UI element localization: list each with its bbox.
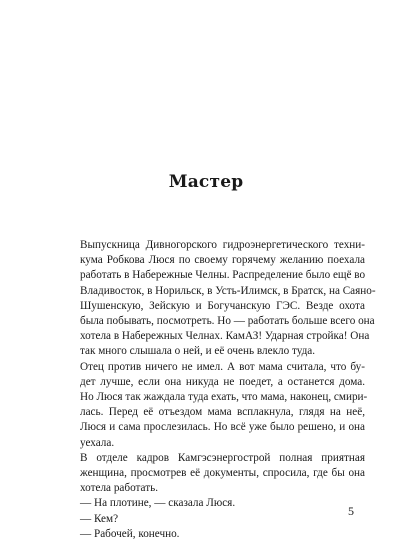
text-line: хотела в Набережных Челнах. КамАЗ! Ударная стройка! Она [80, 330, 370, 343]
text-line: Владивосток, в Норильск, в Усть-Илимск, в Братск, на Саяно- [80, 284, 376, 297]
text-line: Выпускница Дивногорского гидроэнергетического техни- [80, 239, 365, 251]
page-number: 5 [348, 504, 354, 518]
text-line: хотела работать. [80, 482, 159, 495]
text-line: лась. Перед её отъездом мама всплакнула, глядя на неё, [80, 406, 365, 419]
chapter-title: Мастер [168, 172, 244, 192]
text-line: — Рабочей, конечно. [80, 527, 180, 540]
text-line: — На плотине, — сказала Люся. [80, 497, 236, 510]
text-line: так много слышала о ней, и её очень влекло туда. [80, 345, 316, 358]
dialogue-line-2 [67, 512, 365, 527]
text-line: кума Робкова Люся по своему горячему желанию поехала [80, 254, 365, 267]
dialogue-line-1 [67, 496, 365, 511]
text-line: уехала. [80, 436, 115, 449]
text-line: была побывать, посмотреть. Но — работать больше всего она [80, 315, 375, 328]
paragraph-3 [67, 451, 365, 497]
text-line: В отделе кадров Камгэсэнергострой полная приятная [80, 451, 365, 464]
text-line: Но Люся так жаждала туда ехать, что мама, наконец, смири- [80, 391, 368, 404]
text-line: — Кем? [80, 512, 119, 525]
text-line: Люся и сама прослезилась. Но всё уже было решено, и она [80, 421, 365, 434]
text-line: Отец против ничего не имел. А вот мама считала, что бу- [80, 360, 365, 373]
text-line: женщина, просмотрев её документы, спросила, где бы она [80, 467, 365, 480]
text-line: дет лучше, если она никуда не поедет, а останется дома. [80, 375, 365, 388]
text-line: Шушенскую, Зейскую и Богучанскую ГЭС. Везде охота [80, 299, 365, 312]
paragraph-1 [67, 238, 376, 360]
dialogue-line-3 [67, 527, 365, 542]
paragraph-2 [67, 360, 368, 451]
body-text [67, 238, 376, 542]
text-line: работать в Набережные Челны. Распределение было ещё во [80, 269, 366, 282]
